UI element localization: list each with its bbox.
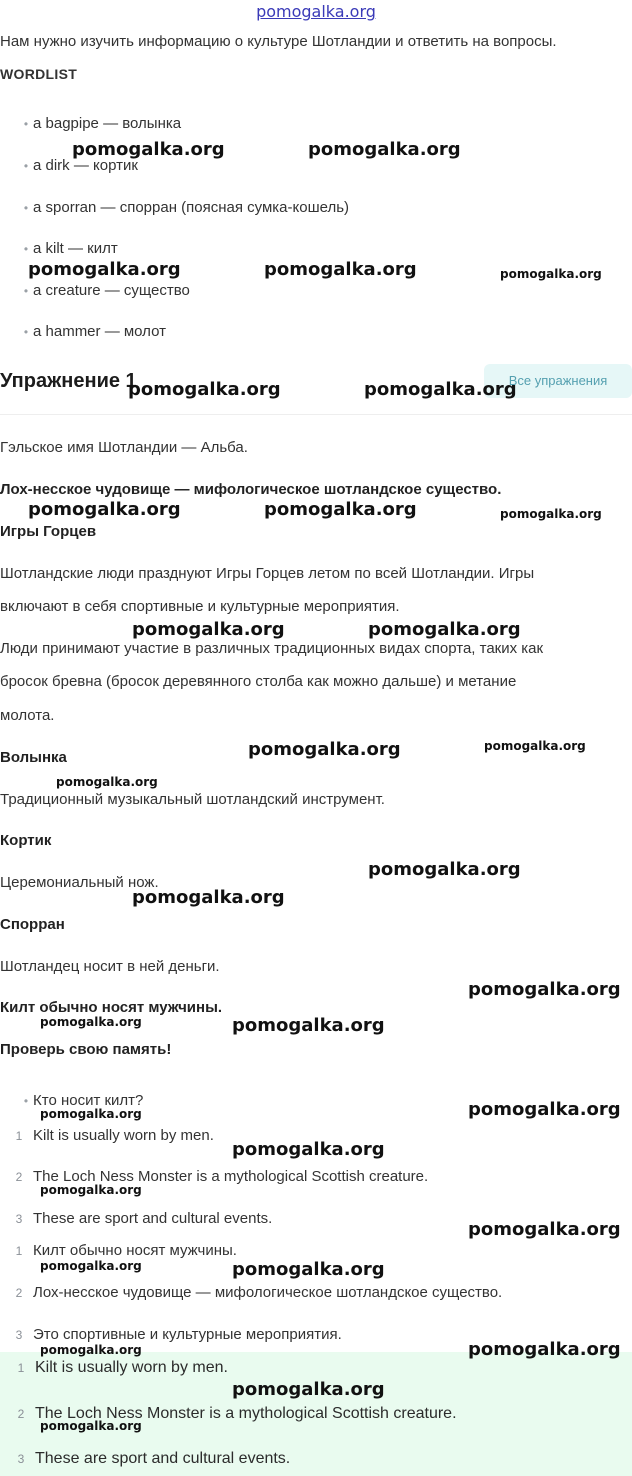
item-text: Килт обычно носят мужчины. (33, 1242, 237, 1259)
bullet-icon: • (23, 242, 29, 256)
watermark: pomogalka.org (248, 739, 401, 760)
list-item (23, 281, 190, 301)
list-item-text: a dirk — кортик (33, 157, 138, 174)
watermark: pomogalka.org (500, 507, 602, 521)
watermark: pomogalka.org (40, 1419, 142, 1433)
item-text: Это спортивные и культурные мероприятия. (33, 1326, 342, 1343)
bullet-icon: • (23, 201, 29, 215)
item-number: 3 (15, 1212, 23, 1226)
exercise-title: Упражнение 1 (0, 370, 137, 392)
watermark: pomogalka.org (40, 1343, 142, 1357)
list-item-text: a bagpipe — волынка (33, 115, 182, 132)
intro-text: Нам нужно изучить информацию о культуре Шотландии и ответить на вопросы. (0, 33, 557, 50)
watermark: pomogalka.org (468, 1339, 621, 1360)
item-number: 2 (17, 1407, 25, 1421)
watermark: pomogalka.org (368, 859, 521, 880)
watermark: pomogalka.org (484, 739, 586, 753)
paragraph: Церемониальный нож. (0, 874, 159, 891)
divider (0, 414, 632, 415)
numbered-item (15, 1325, 342, 1345)
list-item-text: Кто носит килт? (33, 1092, 144, 1109)
item-number: 2 (15, 1170, 23, 1184)
answer-box (0, 1352, 632, 1476)
numbered-item (15, 1126, 214, 1146)
paragraph: Традиционный музыкальный шотландский инструмент. (0, 791, 385, 808)
all-exercises-button[interactable]: Все упражнения (484, 364, 632, 398)
numbered-item (15, 1209, 273, 1229)
paragraph: включают в себя спортивные и культурные мероприятия. (0, 598, 400, 615)
bullet-icon: • (23, 117, 29, 131)
item-text: The Loch Ness Monster is a mythological Scottish creature. (35, 1405, 457, 1422)
paragraph: Гэльское имя Шотландии — Альба. (0, 439, 248, 456)
list-item (23, 198, 350, 218)
numbered-item (17, 1358, 228, 1378)
watermark: pomogalka.org (232, 1259, 385, 1280)
bullet-icon: • (23, 1094, 29, 1108)
paragraph-bold: Килт обычно носят мужчины. (0, 999, 223, 1016)
paragraph: Люди принимают участие в различных традиционных видах спорта, таких как (0, 640, 544, 657)
heading-sporran: Спорран (0, 916, 65, 933)
list-item-text: a sporran — спорран (поясная сумка-кошель) (33, 199, 350, 216)
watermark: pomogalka.org (132, 887, 285, 908)
watermark: pomogalka.org (40, 1183, 142, 1197)
bullet-icon: • (23, 284, 29, 298)
watermark: pomogalka.org (364, 379, 517, 400)
item-text: These are sport and cultural events. (33, 1210, 273, 1227)
item-number: 1 (15, 1244, 23, 1258)
heading-memory: Проверь свою память! (0, 1041, 172, 1058)
watermark: pomogalka.org (40, 1107, 142, 1121)
watermark: pomogalka.org (40, 1259, 142, 1273)
heading-bagpipe: Волынка (0, 749, 67, 766)
watermark: pomogalka.org (368, 619, 521, 640)
site-link[interactable]: pomogalka.org (256, 2, 376, 21)
watermark: pomogalka.org (468, 1099, 621, 1120)
watermark: pomogalka.org (40, 1015, 142, 1029)
watermark: pomogalka.org (468, 979, 621, 1000)
item-text: These are sport and cultural events. (35, 1450, 291, 1467)
item-text: Kilt is usually worn by men. (33, 1127, 214, 1144)
numbered-item (17, 1449, 291, 1469)
paragraph: Шотландские люди празднуют Игры Горцев летом по всей Шотландии. Игры (0, 565, 535, 582)
list-item-text: a hammer — молот (33, 323, 166, 340)
heading-games: Игры Горцев (0, 523, 97, 540)
watermark: pomogalka.org (500, 267, 602, 281)
item-text: Kilt is usually worn by men. (35, 1359, 228, 1376)
watermark: pomogalka.org (232, 1139, 385, 1160)
watermark: pomogalka.org (132, 619, 285, 640)
list-item (23, 322, 166, 342)
item-text: Лох-несское чудовище — мифологическое шотландское существо. (33, 1284, 503, 1301)
paragraph: бросок бревна (бросок деревянного столба как можно дальше) и метание (0, 673, 517, 690)
item-number: 1 (17, 1361, 25, 1375)
bullet-icon: • (23, 159, 29, 173)
item-number: 3 (15, 1328, 23, 1342)
watermark: pomogalka.org (28, 499, 181, 520)
paragraph-bold: Лох-несское чудовище — мифологическое шотландское существо. (0, 481, 502, 498)
item-number: 3 (17, 1452, 25, 1466)
numbered-item (15, 1283, 503, 1303)
watermark: pomogalka.org (232, 1015, 385, 1036)
watermark: pomogalka.org (232, 1379, 385, 1400)
watermark: pomogalka.org (72, 139, 225, 160)
numbered-item (15, 1241, 237, 1261)
list-item (23, 114, 182, 134)
watermark: pomogalka.org (56, 775, 158, 789)
watermark: pomogalka.org (308, 139, 461, 160)
list-item-text: a kilt — килт (33, 240, 118, 257)
watermark: pomogalka.org (264, 499, 417, 520)
watermark: pomogalka.org (128, 379, 281, 400)
watermark: pomogalka.org (468, 1219, 621, 1240)
list-item (23, 239, 118, 259)
item-number: 2 (15, 1286, 23, 1300)
heading-dirk: Кортик (0, 832, 52, 849)
bullet-icon: • (23, 325, 29, 339)
paragraph: Шотландец носит в ней деньги. (0, 958, 220, 975)
watermark: pomogalka.org (28, 259, 181, 280)
watermark: pomogalka.org (264, 259, 417, 280)
list-item-text: a creature — существо (33, 282, 190, 299)
item-text: The Loch Ness Monster is a mythological Scottish creature. (33, 1168, 429, 1185)
wordlist-title: WORDLIST (0, 66, 78, 82)
paragraph: молота. (0, 707, 55, 724)
item-number: 1 (15, 1129, 23, 1143)
